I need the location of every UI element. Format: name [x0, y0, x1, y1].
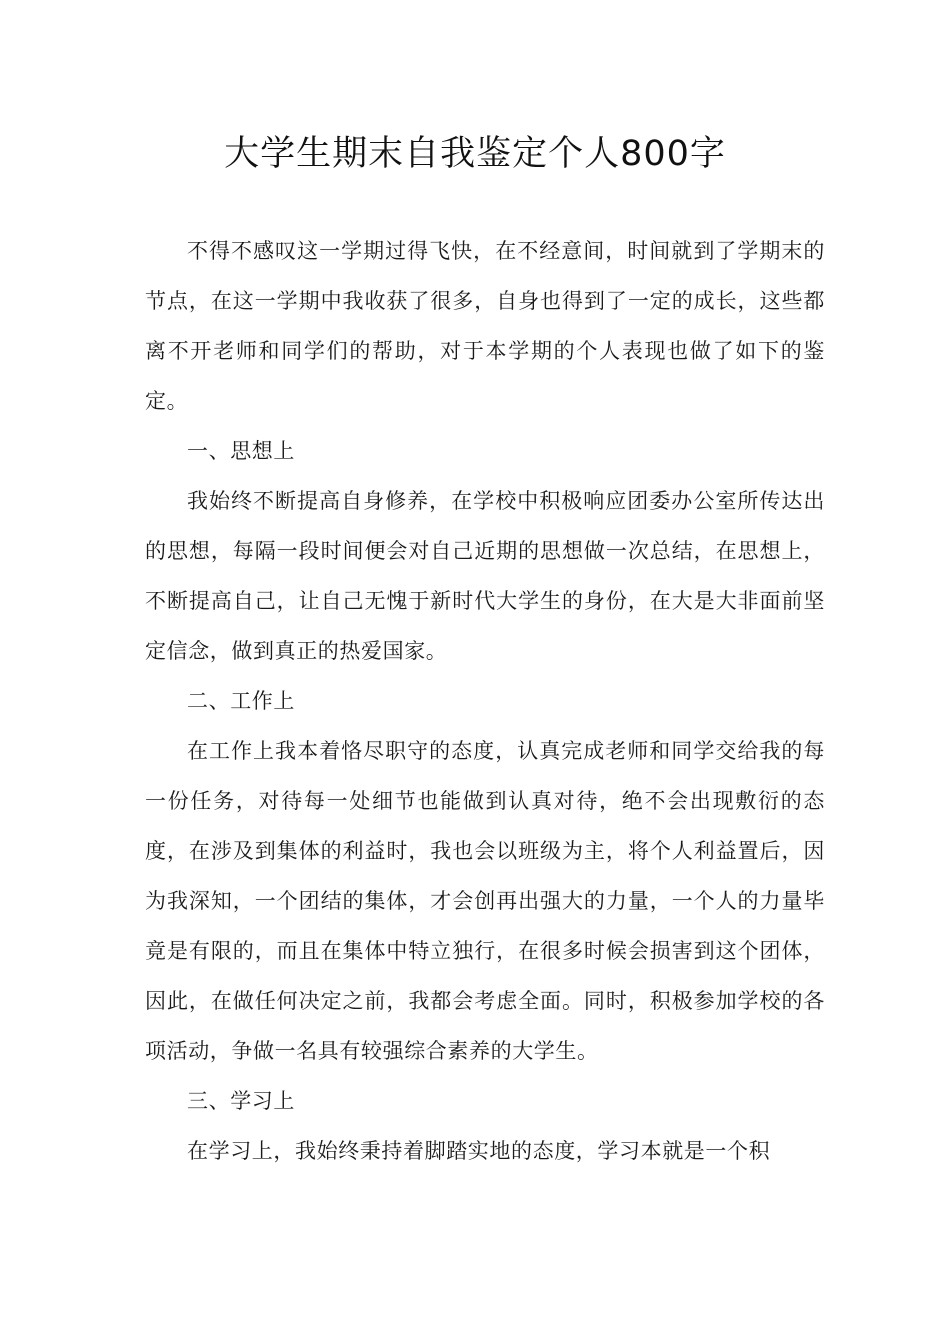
thought-paragraph: 我始终不断提高自身修养，在学校中积极响应团委办公室所传达出的思想，每隔一段时间便会对自己近期的思想做一次总结，在思想上，不断提高自己，让自己无愧于新时代大学生的身份，在大是大非面前坚定信念，做到真正的热爱国家。 — [145, 489, 825, 663]
document-title: 大学生期末自我鉴定个人800字 — [224, 134, 726, 174]
section-heading-work: 二、工作上 — [187, 689, 295, 713]
section-heading-thought: 一、思想上 — [187, 439, 295, 463]
intro-paragraph: 不得不感叹这一学期过得飞快，在不经意间，时间就到了学期末的节点，在这一学期中我收获了很多，自身也得到了一定的成长，这些都离不开老师和同学们的帮助，对于本学期的个人表现也做了如下的鉴定。 — [145, 239, 825, 413]
section-heading-study: 三、学习上 — [187, 1089, 295, 1113]
document-body — [145, 226, 825, 1176]
work-paragraph: 在工作上我本着恪尽职守的态度，认真完成老师和同学交给我的每一份任务，对待每一处细节也能做到认真对待，绝不会出现敷衍的态度，在涉及到集体的利益时，我也会以班级为主，将个人利益置后，因为我深知，一个团结的集体，才会创再出强大的力量，一个人的力量毕竟是有限的，而且在集体中特立独行，在很多时候会损害到这个团体，因此，在做任何决定之前，我都会考虑全面。同时，积极参加学校的各项活动，争做一名具有较强综合素养的大学生。 — [145, 739, 825, 1063]
study-paragraph: 在学习上，我始终秉持着脚踏实地的态度，学习本就是一个积 — [187, 1139, 771, 1163]
